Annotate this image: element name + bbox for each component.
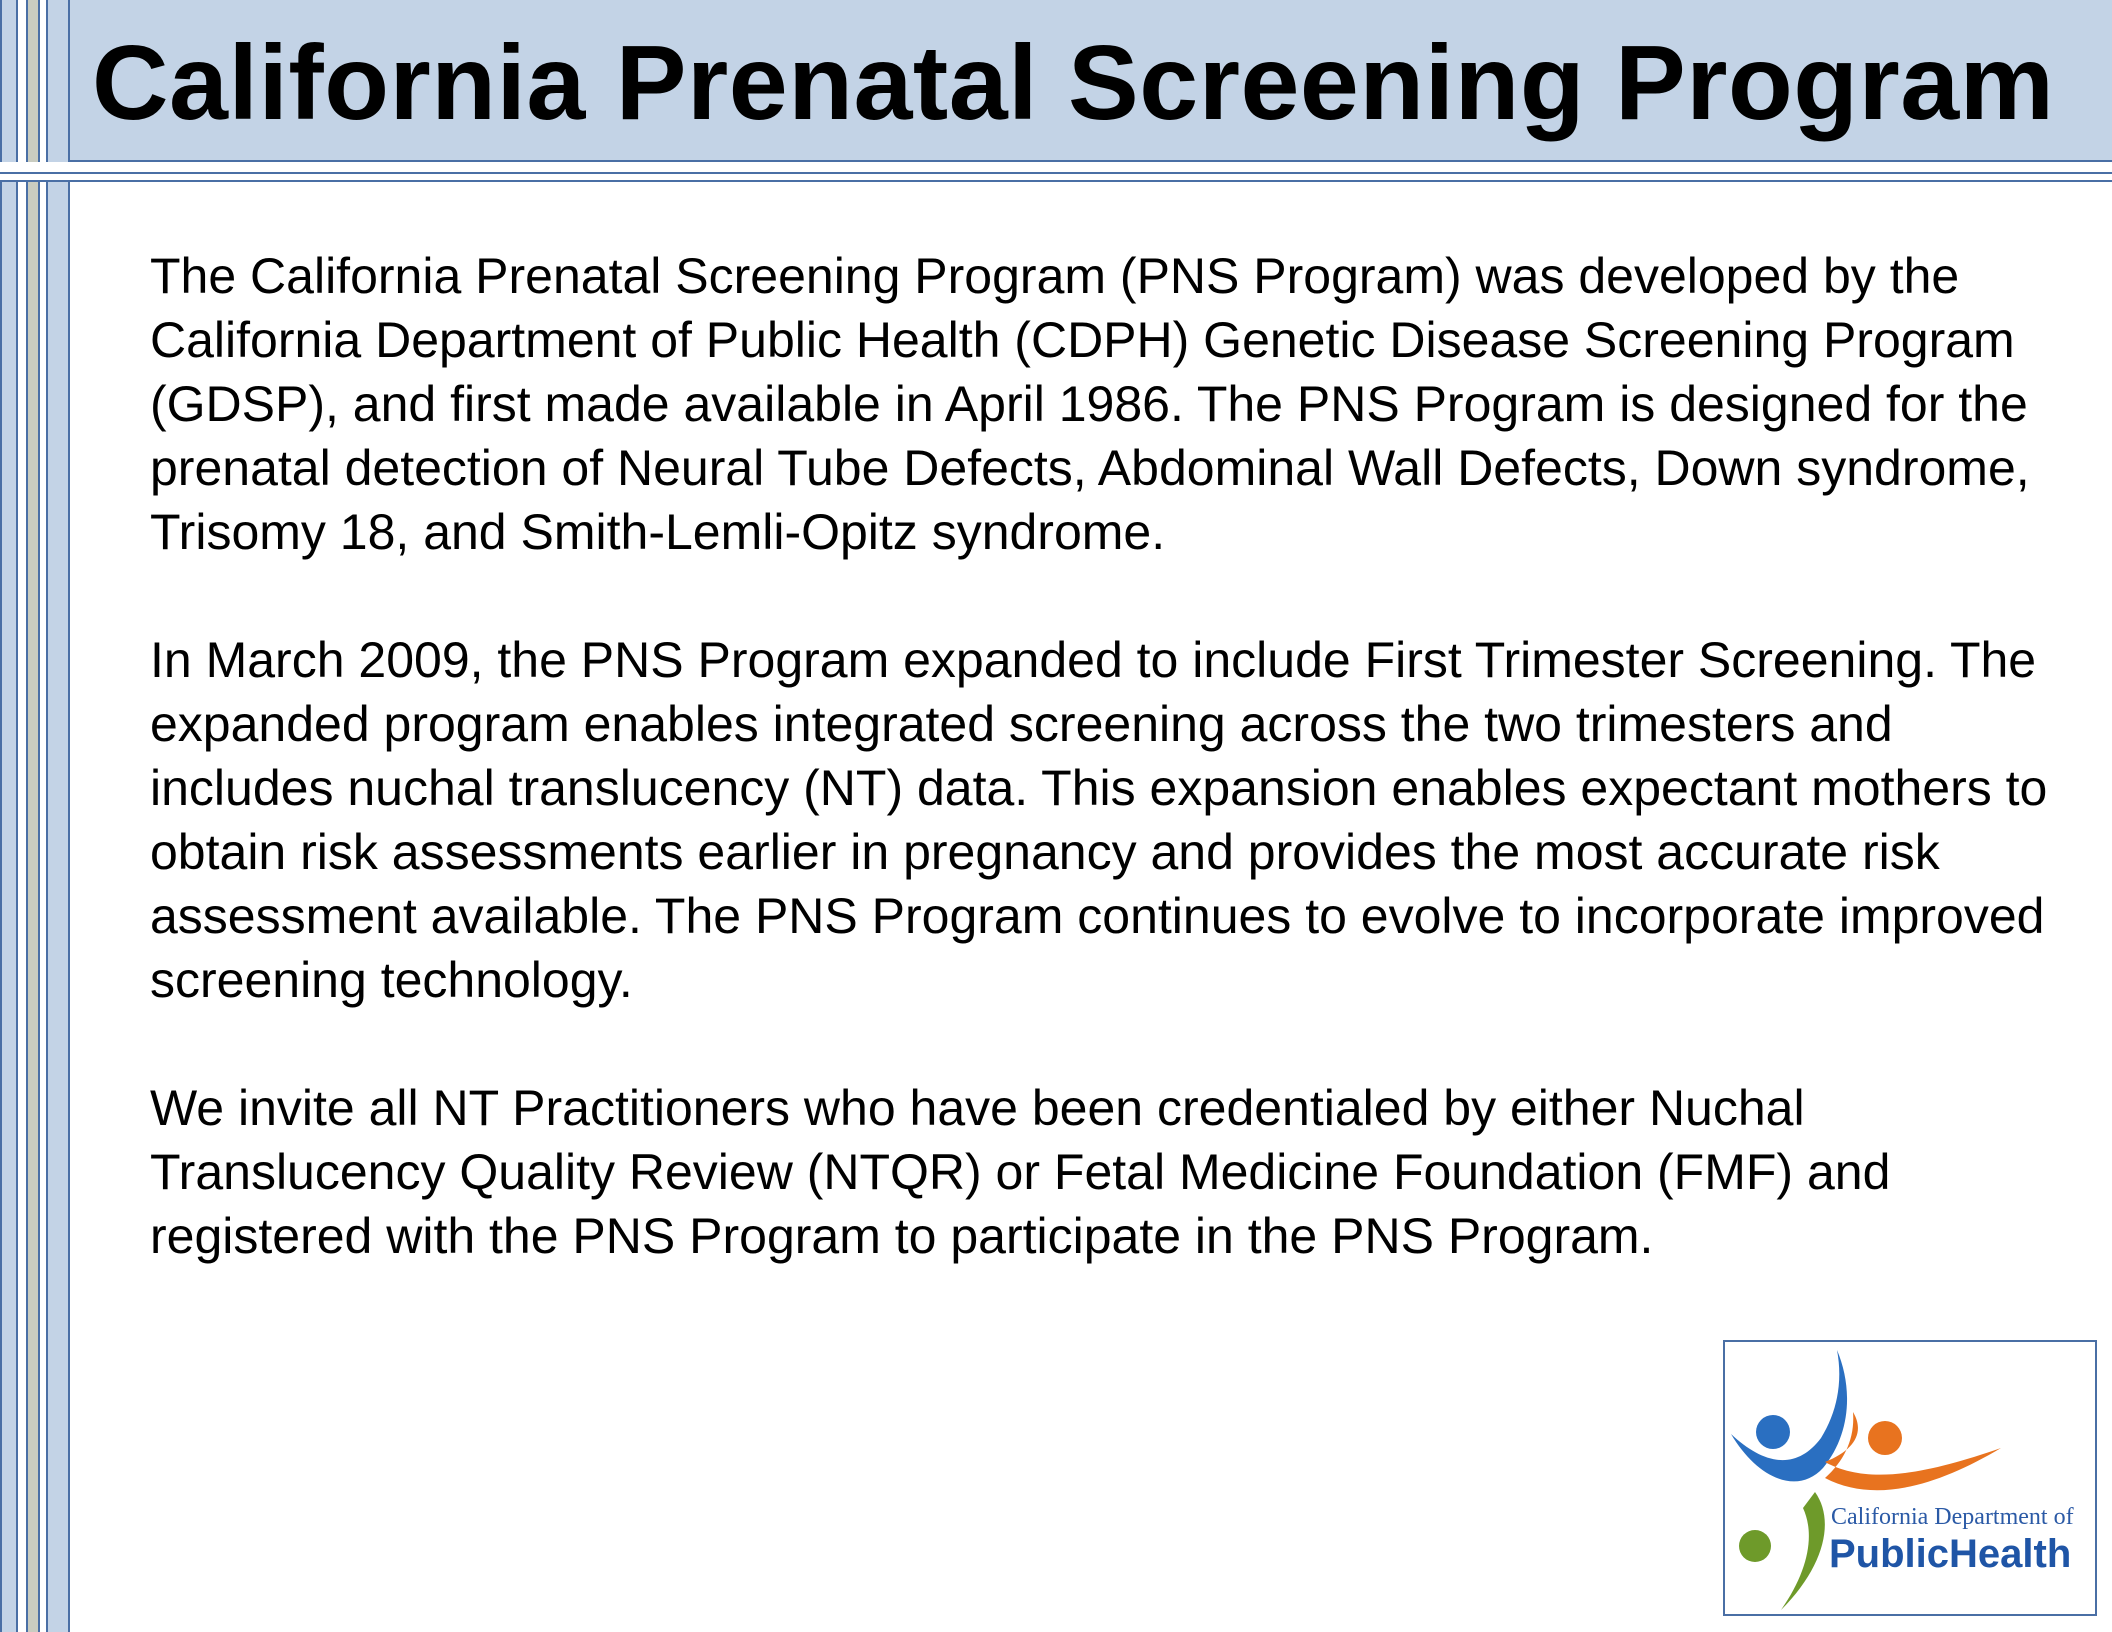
paragraph-invitation: We invite all NT Practitioners who have been credentialed by either Nuchal Translucency Quality Review (NTQR) or Fetal Medicine Foundation (FMF) and registered with the PNS Program to participate in the PNS Program.	[150, 1080, 1891, 1264]
left-stripe-outer	[0, 0, 18, 1632]
left-stripe-middle	[26, 0, 40, 1632]
left-stripe-gap	[18, 0, 26, 1632]
divider-line	[0, 162, 2112, 174]
logo-text-department: California Department of	[1831, 1504, 2074, 1530]
paragraph-expansion: In March 2009, the PNS Program expanded to include First Trimester Screening. The expanded program enables integrated screening across the two trimesters and includes nuchal translucency (NT) data. This expansion enables expectant mothers to obtain risk assessments earlier in pregnancy and provides the most accurate risk assessment available. The PNS Program continues to evolve to incorporate improved screening technology.	[150, 632, 2048, 1008]
divider-line	[0, 174, 2112, 182]
left-stripe-inner	[46, 0, 70, 1632]
cdph-logo	[1723, 1340, 2097, 1616]
logo-text-publichealth: PublicHealth	[1829, 1532, 2072, 1576]
paragraph-history: The California Prenatal Screening Program (PNS Program) was developed by the California Department of Public Health (CDPH) Genetic Disease Screening Program (GDSP), and first made available in April 1986. The PNS Program is designed for the prenatal detection of Neural Tube Defects, Abdominal Wall Defects, Down syndrome, Trisomy 18, and Smith-Lemli-Opitz syndrome.	[150, 248, 2030, 560]
slide-title: California Prenatal Screening Program	[92, 24, 2055, 142]
slide-body	[150, 244, 2050, 1332]
